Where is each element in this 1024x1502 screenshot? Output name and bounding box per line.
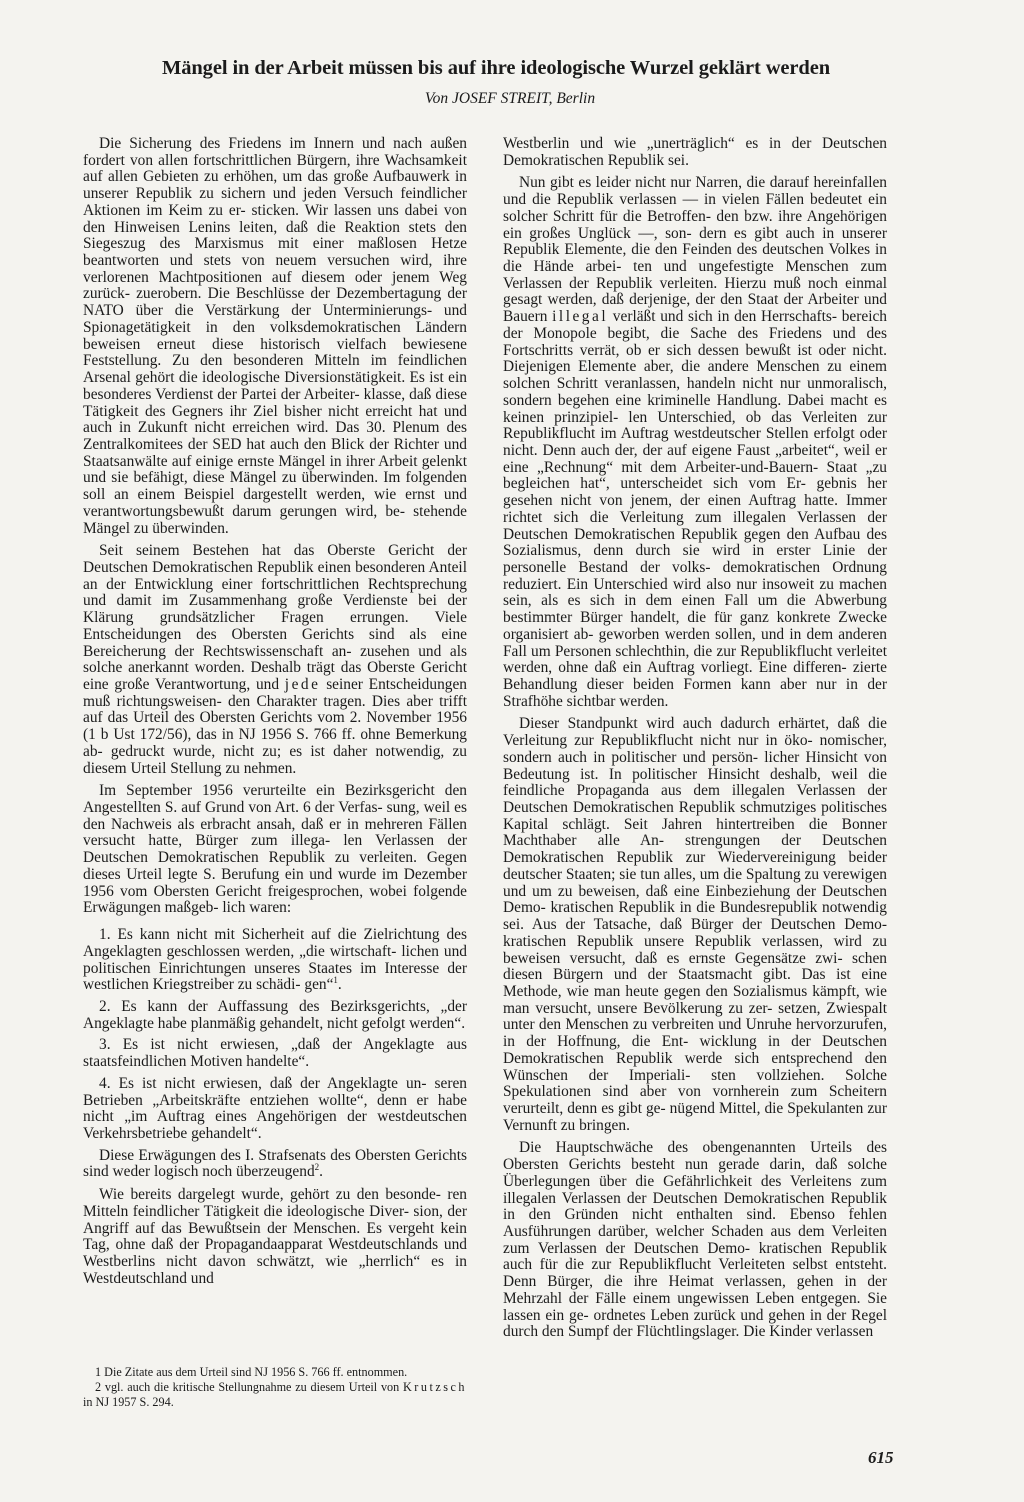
paragraph: Wie bereits dargelegt wurde, gehört zu den besonde- ren Mitteln feindlicher Tätigkeit die ideologische Diver- sion, der Angriff auf das Bewußtsein der Menschen. Es vergeht kein Tag, ohne daß der Propagandaapparat Westdeutschlands und Westberlins nicht davon schwätzt, wie „herrlich“ es in Westdeutschland und bbox=[83, 1186, 467, 1287]
paragraph: Nun gibt es leider nicht nur Narren, die darauf hereinfallen und die Republik verlassen — in vielen Fällen bedeutet ein solcher Schritt für die Betroffen- den bzw. ihre Angehörigen ein großes Unglück —, son- dern es gibt auch in unserer Republik Elemente, die den Feinden des deutschen Volkes in die Hände arbei- ten und ungefestigte Menschen zum Verlassen der Republik verleiten. Hierzu muß noch einmal gesagt werden, daß derjenige, der den Staat der Arbeiter und Bauern illegal verläßt und sich in den Herrschafts- bereich der Monopole begibt, die Sache des Friedens und des Fortschritts verrät, ob er sich dessen bewußt ist oder nicht. Diejenigen Elemente aber, die andere Menschen zu einem solchen Schritt veranlassen, handeln nicht nur unmoralisch, sondern begehen eine kriminelle Handlung. Dabei macht es keinen prinzipiel- len Unterschied, ob das Verleiten zur Republikflucht im Auftrag westdeutscher Stellen erfolgt oder nicht. Denn auch der, der auf eigene Faust „arbeitet“, weil er eine „Rechnung“ mit dem Arbeiter-und-Bauern- Staat „zu begleichen hat“, unterscheidet sich vom Er- gebnis her gesehen nicht von jenem, der einen Auftrag hatte. Immer richtet sich die Verleitung zum illegalen Verlassen der Deutschen Demokratischen Republik gegen den Aufbau des Sozialismus, denn durch sie wird in erster Linie der personelle Bestand der volks- demokratischen Ordnung reduziert. Ein Unterschied wird also nur insoweit zu machen sein, als es sich in dem einen Fall um die Abwerbung bestimmter Bürger handelt, die für ganz konkrete Zwecke organisiert ab- geworben werden sollen, und in dem anderen Fall um Personen schlechthin, die zur Republikflucht verleitet werden, ohne daß ein Auftrag vorliegt. Eine differen- zierte Behandlung dieser beiden Formen kann aber nur in der Strafhöhe sichtbar werden. bbox=[503, 174, 887, 710]
footnote-ref: 2 bbox=[314, 1162, 320, 1173]
paragraph: Im September 1956 verurteilte ein Bezirksgericht den Angestellten S. auf Grund von Art. 6 der Verfas- sung, weil es den Nachweis als erbracht ansah, daß er in mehreren Fällen versucht hatte, Bürger zum illega- len Verlassen der Deutschen Demokratischen Republik zu verleiten. Gegen dieses Urteil legte S. Berufung ein und wurde im Dezember 1956 vom Obersten Gericht freigesprochen, wobei folgende Erwägungen maßgeb- lich waren: bbox=[83, 782, 467, 917]
article-title: Mängel in der Arbeit müssen bis auf ihre ideologische Wurzel geklärt werden bbox=[161, 57, 831, 79]
paragraph: Dieser Standpunkt wird auch dadurch erhärtet, daß die Verleitung zur Republikflucht nicht nur in öko- nomischer, sondern auch in politischer und persön- licher Hinsicht von Bedeutung ist. In politischer Hinsicht deshalb, weil die feindliche Propaganda aus dem illegalen Verlassen der Deutschen Demokratischen Republik schmutziges politisches Kapital schlägt. Seit Jahren hintertreiben die Bonner Machthaber alle An- strengungen der Deutschen Demokratischen Republik zur Wiedervereinigung beider deutscher Staaten; sie tun alles, um die Spaltung zu verewigen und um zu beweisen, daß eine Einbeziehung der Deutschen Demo- kratischen Republik in die Bundesrepublik notwendig sei. Aus der Tatsache, daß Bürger der Deutschen Demo- kratischen Republik unsere Republik verlassen, wird zu beweisen versucht, daß es ernste Gegensätze zwi- schen diesen Bürgern und der Staatsmacht gibt. Das ist eine Methode, wie man heute gegen den Sozialismus kämpft, wie man versucht, unsere Bevölkerung zu zer- setzen, Zwiespalt unter den Menschen zu verbreiten und Unruhe hervorzurufen, in der Hoffnung, die Ent- wicklung in der Deutschen Demokratischen Republik werde sich entsprechend den Wünschen der Imperiali- sten vollziehen. Solche Spekulationen sind aber von vornherein zum Scheitern verurteilt, denn es gibt ge- nügend Mittel, die Spekulanten zur Vernunft zu bringen. bbox=[503, 715, 887, 1134]
footnotes bbox=[83, 1365, 467, 1410]
paragraph: Diese Erwägungen des I. Strafsenats des Obersten Gerichts sind weder logisch noch überzeugend$^2$. bbox=[83, 1146, 467, 1181]
list-item: 2. Es kann der Auffassung des Bezirksgerichts, „der Angeklagte habe planmäßig gehandelt, nicht gefolgt werden“. bbox=[83, 997, 467, 1032]
paragraph: Seit seinem Bestehen hat das Oberste Gericht der Deutschen Demokratischen Republik einen besonderen Anteil an der Entwicklung einer fortschrittlichen Rechtsprechung und damit im Zusammenhang große Verdienste bei der Klärung grundsätzlicher Fragen errungen. Viele Entscheidungen des Obersten Gerichts sind als eine Bereicherung der Rechtswissenschaft an- zusehen und als solche anerkannt worden. Deshalb trägt das Oberste Gericht eine große Verantwortung, und jede seiner Entscheidungen muß richtungsweisen- den Charakter tragen. Dies aber trifft auf das Urteil des Obersten Gerichts vom 2. November 1956 (1 b Ust 172/56), das in NJ 1956 S. 766 ff. ohne Bemerkung ab- gedruckt wurde, nicht zu; es ist daher notwendig, zu diesem Urteil Stellung zu nehmen. bbox=[83, 542, 467, 777]
left-column bbox=[83, 136, 467, 1293]
emphasized-word: jede bbox=[284, 676, 321, 693]
list-item: 4. Es ist nicht erwiesen, daß der Angeklagte un- seren Betrieben „Arbeitskräfte entziehen wollte“, denn er habe nicht „im Auftrag eines Angehörigen der westdeutschen Verkehrsbetriebe gehandelt“. bbox=[83, 1074, 467, 1142]
page-number: 615 bbox=[868, 1448, 894, 1467]
paragraph: Die Sicherung des Friedens im Innern und nach außen fordert von allen fortschrittlichen Bürgern, ihre Wachsamkeit auf allen Gebieten zu erhöhen, um das große Aufbauwerk in unserer Republik zu sichern und jeden Versuch feindlicher Aktionen im Keim zu er- sticken. Wir lassen uns dabei von den Hinweisen Lenins leiten, daß die Reaktion stets den Siegeszug des Marxismus mit einer maßlosen Hetze beantworten und stets von neuem versuchen wird, ihre verlorenen Machtpositionen auf diesem oder jenem Weg zurück- zuerobern. Die Beschlüsse der Dezembertagung der NATO über die Verstärkung der Unterminierungs- und Spionagetätigkeit in den volksdemokratischen Ländern beweisen erneut diese historisch vielfach bewiesene Feststellung. Zu den besonderen Mitteln im feindlichen Arsenal gehört die ideologische Diversionstätigkeit. Es ist ein besonderes Verdienst der Partei der Arbeiter- klasse, daß diese Tätigkeit des Gegners ihr Ziel bisher nicht erreicht hat und auch in Zukunft nicht erreichen wird. Das 30. Plenum des Zentralkomitees der SED hat auch den Blick der Richter und Staatsanwälte auf einige ernste Mängel in ihrer Arbeit gelenkt und sie befähigt, diese Mängel zu überwinden. Im folgenden soll an einem Beispiel dargestellt werden, wie ernst und verantwortungsbewußt darum gerungen wird, be- stehende Mängel zu überwinden. bbox=[83, 135, 467, 537]
paragraph: Die Hauptschwäche des obengenannten Urteils des Obersten Gerichts besteht nun gerade darin, daß solche Überlegungen über die Gefährlichkeit des Verleitens zum illegalen Verlassen der Deutschen Demokratischen Republik in den Gründen nicht enthalten sind. Ebenso fehlen Ausführungen darüber, welcher Schaden aus dem Verleiten zum Verlassen der Deutschen Demo- kratischen Republik auch für die zur Republikflucht Verleiteten selbst entsteht. Denn Bürger, die ihre Heimat verlassen, gehen in der Mehrzahl der Fälle einem ungewissen Leben entgegen. Sie lassen ein ge- ordnetes Leben zurück und gehen in der Regel durch den Sumpf der Flüchtlingslager. Die Kinder verlassen bbox=[503, 1139, 887, 1341]
footnote: 1 Die Zitate aus dem Urteil sind NJ 1956 S. 766 ff. entnommen. bbox=[95, 1365, 408, 1379]
emphasized-word: illegal bbox=[552, 308, 609, 326]
list-item: 3. Es ist nicht erwiesen, „daß der Angeklagte aus staatsfeindlichen Motiven handelte“. bbox=[83, 1036, 467, 1071]
list-item: 1. Es kann nicht mit Sicherheit auf die Zielrichtung des Angeklagten geschlossen werden, „die wirtschaft- lichen und politischen Einrichtungen unseres Staates im Interesse der westlichen Kriegstreiber zu schädi- gen“$^1$. bbox=[83, 926, 467, 994]
paragraph: Westberlin und wie „unerträglich“ es in der Deutschen Demokratischen Republik sei. bbox=[503, 135, 887, 169]
footnote: 2 vgl. auch die kritische Stellungnahme zu diesem Urteil von Krutzsch in NJ 1957 S. 294. bbox=[83, 1380, 467, 1409]
emphasized-word: Krutzsch bbox=[403, 1380, 467, 1394]
byline: Von JOSEF STREIT, Berlin bbox=[424, 90, 596, 107]
right-column bbox=[503, 136, 887, 1347]
footnote-ref: 1 bbox=[333, 975, 338, 986]
